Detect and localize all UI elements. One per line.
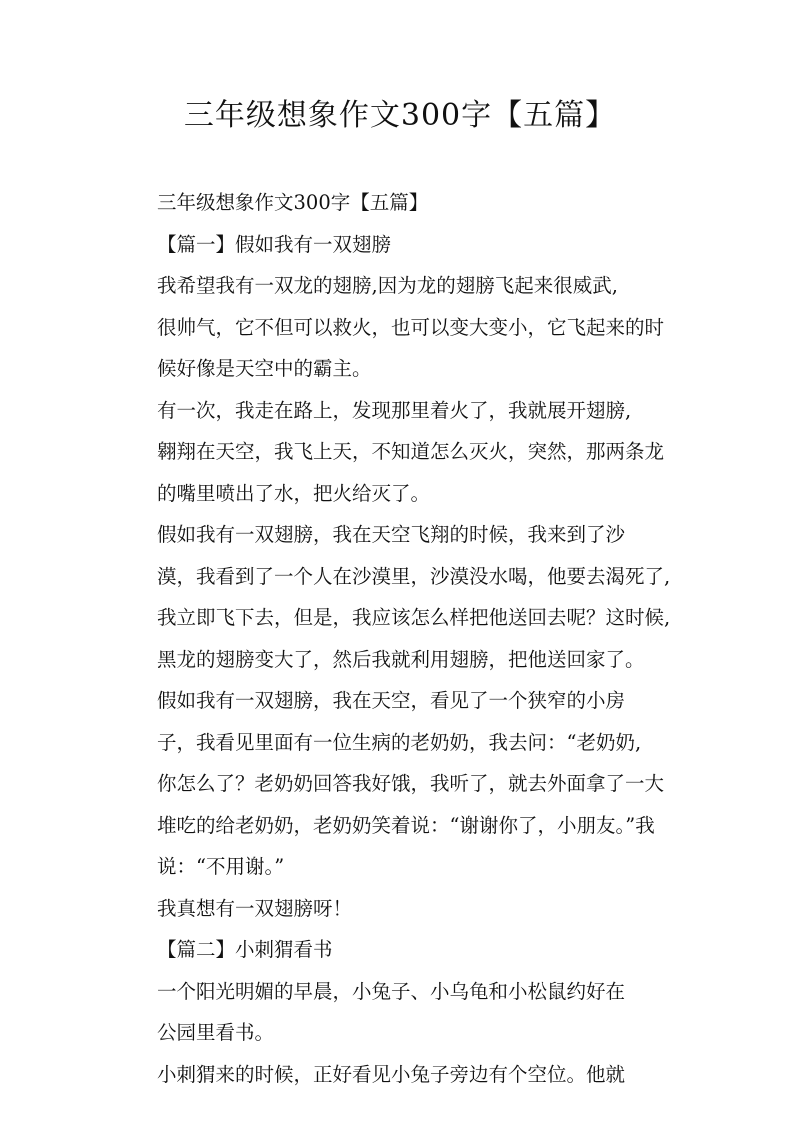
text-line: 假如我有一双翅膀，我在天空飞翔的时候，我来到了沙	[157, 523, 626, 546]
text-line: 翱翔在天空，我飞上天，不知道怎么灭火，突然，那两条龙	[157, 440, 665, 463]
paragraph	[118, 390, 684, 515]
paragraph-subtitle	[118, 182, 684, 224]
paragraph	[118, 265, 684, 390]
paragraph-heading-2	[118, 929, 684, 971]
text-line: 假如我有一双翅膀，我在天空，看见了一个狭窄的小房	[157, 689, 626, 712]
text-line: 我希望我有一双龙的翅膀,因为龙的翅膀飞起来很威武,	[157, 274, 618, 297]
text-line: 漠，我看到了一个人在沙漠里，沙漠没水喝，他要去渴死了,	[157, 564, 671, 588]
text-line: 公园里看书。	[157, 1021, 275, 1044]
text-line: 堆吃的给老奶奶，老奶奶笑着说：“谢谢你了，小朋友。”我	[157, 813, 655, 837]
text-line: 我真想有一双翅膀呀！	[157, 896, 353, 920]
paragraph	[118, 888, 684, 930]
text-line: 候好像是天空中的霸主。	[157, 357, 372, 380]
paragraph-heading-1	[118, 224, 684, 266]
text-line: 你怎么了？老奶奶回答我好饿，我听了，就去外面拿了一大	[157, 772, 665, 795]
paragraph	[118, 1054, 684, 1096]
text-line: 我立即飞下去，但是，我应该怎么样把他送回去呢？这时候,	[157, 606, 671, 629]
document-body	[118, 182, 684, 1095]
text-line: 【篇二】小刺猬看书	[157, 938, 333, 961]
text-line: 有一次，我走在路上，发现那里着火了，我就展开翅膀,	[157, 398, 632, 422]
paragraph	[118, 680, 684, 888]
text-line: 很帅气，它不但可以救火，也可以变大变小，它飞起来的时	[157, 315, 665, 339]
text-line: 的嘴里喷出了水，把火给灭了。	[157, 481, 431, 505]
text-line: 一个阳光明媚的早晨，小兔子、小乌龟和小松鼠约好在	[157, 979, 626, 1003]
text-line: 说：“不用谢。”	[157, 855, 285, 878]
text-line: 子，我看见里面有一位生病的老奶奶，我去问：“老奶奶,	[157, 730, 642, 754]
paragraph	[118, 971, 684, 1054]
text-line: 黑龙的翅膀变大了，然后我就利用翅膀，把他送回家了。	[157, 647, 645, 671]
text-line: 【篇一】假如我有一双翅膀	[157, 232, 392, 256]
document-title: 三年级想象作文300字【五篇】	[183, 98, 617, 133]
paragraph	[118, 514, 684, 680]
text-line: 三年级想象作文300字【五篇】	[157, 191, 429, 214]
text-line: 小刺猬来的时候，正好看见小兔子旁边有个空位。他就	[157, 1062, 626, 1086]
